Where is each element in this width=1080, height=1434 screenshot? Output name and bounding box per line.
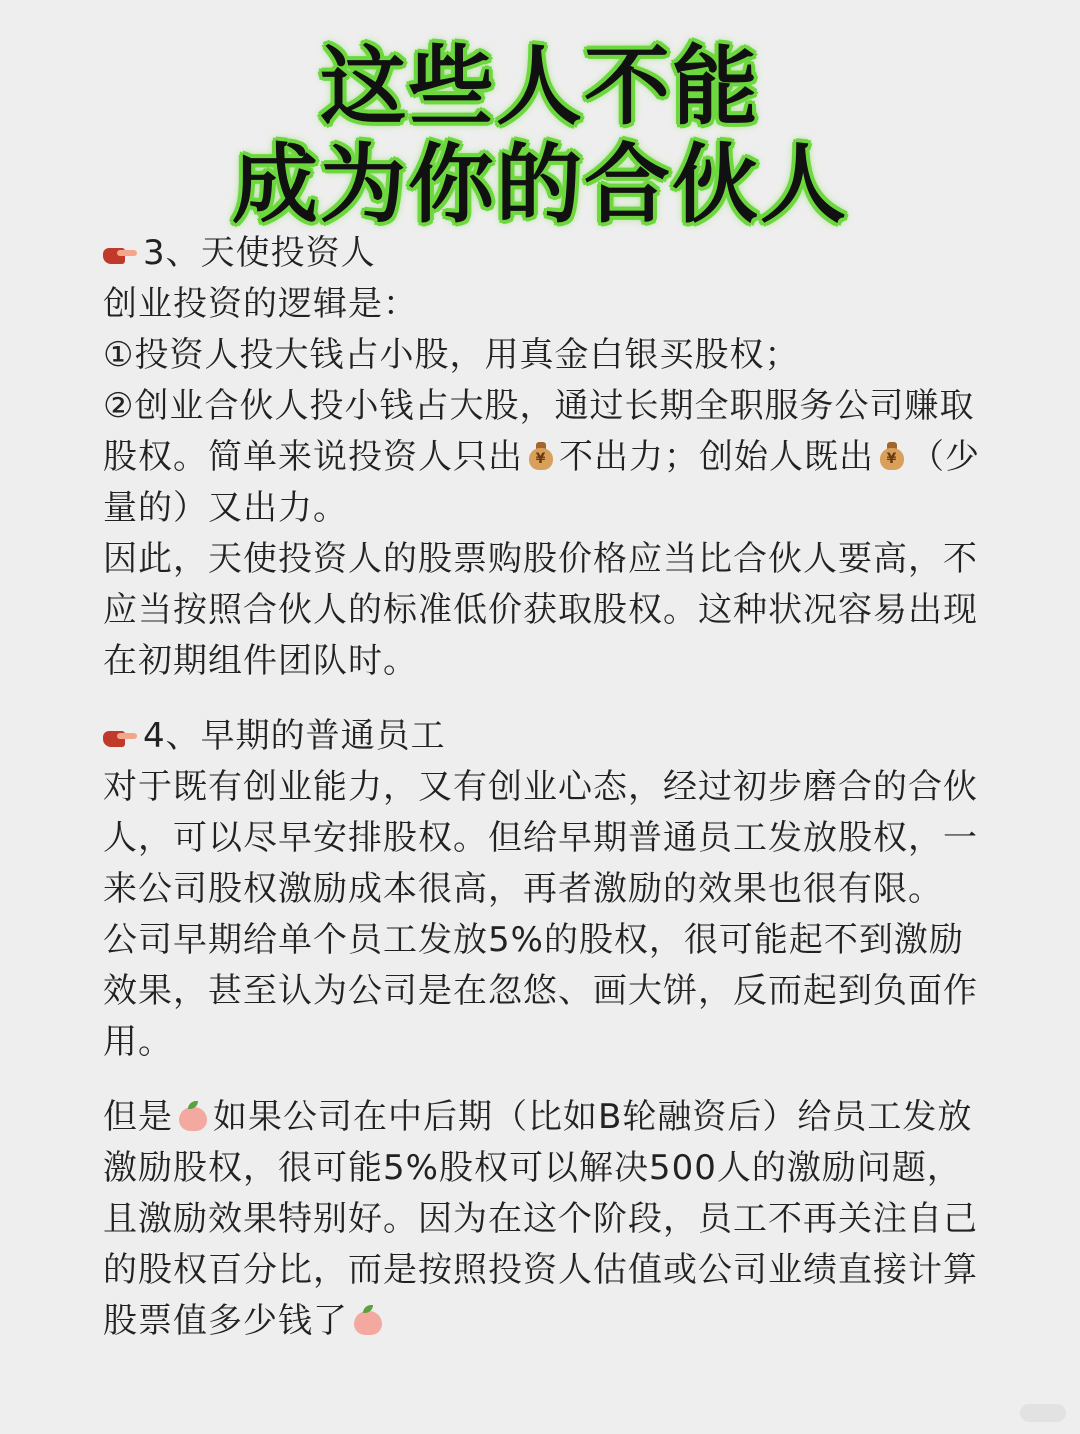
section-3-heading [103,228,983,279]
title-line-2: 成为你的合伙人 [232,135,848,235]
watermark [1020,1404,1066,1422]
pointing-hand-icon [103,243,137,265]
section-3-paragraph-3 [103,381,983,534]
closing-paragraph-b: 如果公司在中后期（比如B轮融资后）给员工发放激励股权，很可能5%股权可以解决500人的激励问题，且激励效果特别好。因为在这个阶段，员工不再关注自己的股权百分比，而是按照投资人估值或公司业绩直接计算股票值多少钱了 [103,1097,978,1341]
money-bag-icon [527,442,555,472]
section-3-paragraph-4: 因此，天使投资人的股票购股价格应当比合伙人要高，不应当按照合伙人的标准低价获取股权。这种状况容易出现在初期组件团队时。 [103,539,978,681]
section-4-paragraph-2: 公司早期给单个员工发放5%的股权，很可能起不到激励效果，甚至认为公司是在忽悠、画大饼，反而起到负面作用。 [103,920,978,1062]
section-4-heading [103,711,983,762]
title-line-1: 这些人不能 [320,37,760,137]
section-4-paragraph-1: 对于既有创业能力，又有创业心态，经过初步磨合的合伙人，可以尽早安排股权。但给早期普通员工发放股权，一来公司股权激励成本很高，再者激励的效果也很有限。 [103,767,978,909]
section-3-heading-text: 3、天使投资人 [143,233,376,273]
title-block [0,38,1080,234]
section-gap [103,687,983,711]
section-3-paragraph-2: ①投资人投大钱占小股，用真金白银买股权； [103,335,800,375]
section-3-paragraph-3a: ②创业合伙人投小钱占大股，通过长期全职服务公司赚取股权。简单来说投资人只出 [103,386,975,477]
article-body [103,228,983,1347]
section-4-heading-text: 4、早期的普通员工 [143,716,446,756]
section-gap [103,1068,983,1092]
peach-face-icon [352,1305,384,1337]
money-bag-icon [878,442,906,472]
pointing-hand-icon [103,726,137,748]
peach-face-icon [177,1101,209,1133]
section-3-paragraph-3c: （少量的）又出力。 [103,437,980,528]
section-3-paragraph-3b: 不出力；创始人既出 [559,437,874,477]
closing-paragraph-a: 但是 [103,1097,173,1137]
section-3-paragraph-1: 创业投资的逻辑是： [103,284,418,324]
closing-paragraph [103,1092,983,1347]
